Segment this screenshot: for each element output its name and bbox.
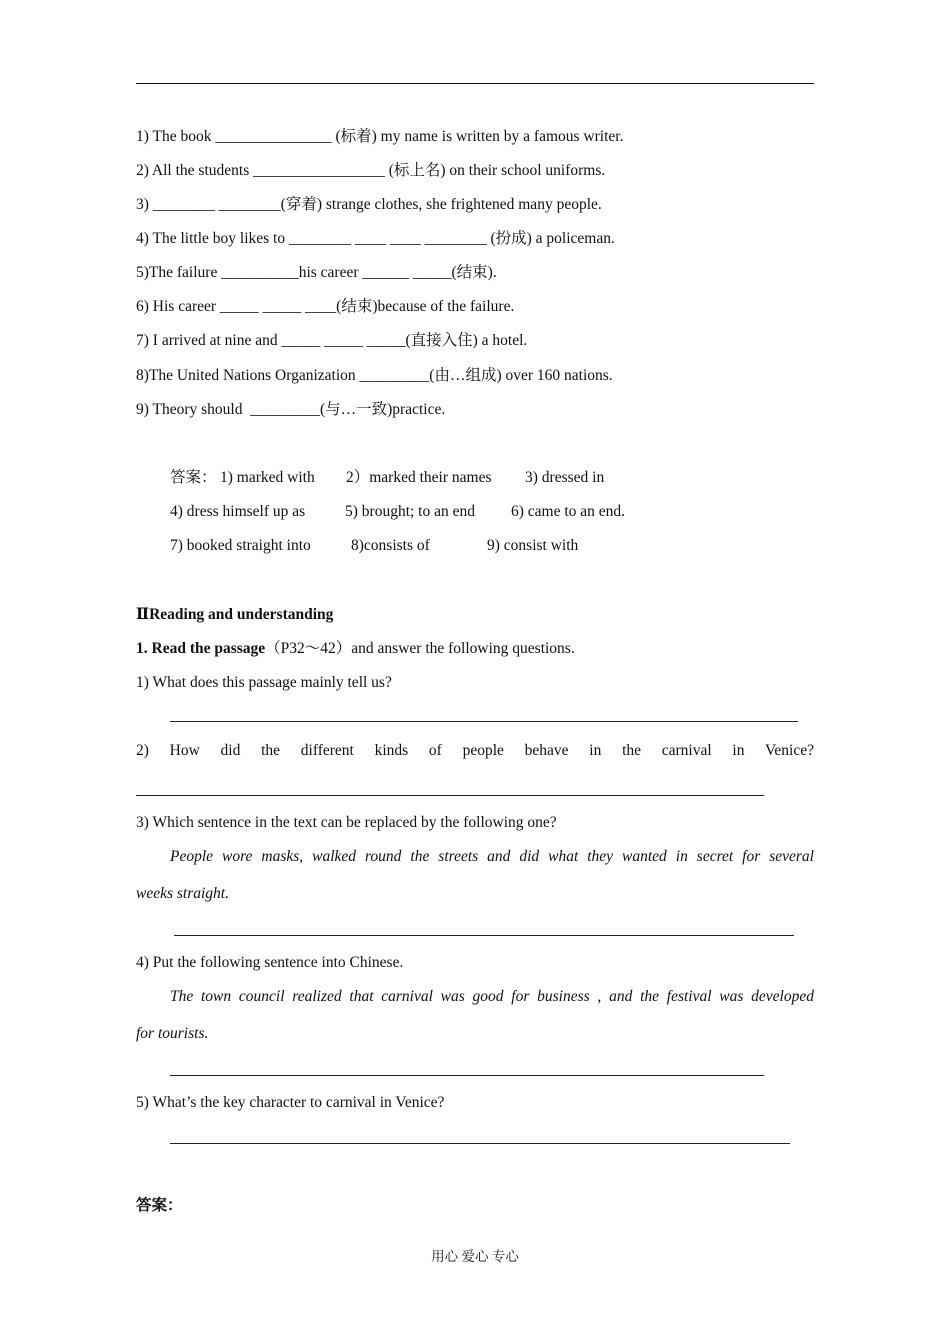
exercise-item-1: 1) The book _______________ (标着) my name is written by a famous writer.	[136, 128, 624, 145]
question-3-quote-line-1: People wore masks, walked round the streets and did what they wanted in secret for several	[170, 848, 814, 865]
answer-line-4[interactable]	[170, 1075, 764, 1076]
header-rule	[136, 83, 814, 84]
answer-8: 8)consists of	[351, 537, 430, 554]
section-heading: ⅡReading and understanding	[136, 606, 334, 623]
answer-5: 5) brought; to an end	[345, 503, 476, 520]
question-4-quote-line-2: for tourists.	[136, 1025, 209, 1042]
question-1: 1) What does this passage mainly tell us?	[136, 674, 392, 691]
exercise-item-4: 4) The little boy likes to ________ ____ ____ ________ (扮成) a policeman.	[136, 230, 615, 247]
exercise-item-3: 3) ________ ________(穿着) strange clothes, she frightened many people.	[136, 196, 602, 213]
question-4: 4) Put the following sentence into Chinese.	[136, 954, 404, 971]
exercise-item-6: 6) His career _____ _____ ____(结束)because of the failure.	[136, 298, 515, 315]
answer-4: 4) dress himself up as	[170, 503, 306, 520]
answer-line-5[interactable]	[170, 1143, 790, 1144]
exercise-item-5: 5)The failure __________his career ______ _____(结束).	[136, 264, 497, 281]
question-2: 2) How did the different kinds of people behave in the carnival in Venice?	[136, 742, 814, 759]
reading-answer-label: 答案：	[136, 1197, 183, 1214]
instruction-bold: 1. Read the passage	[136, 640, 266, 657]
answer-7: 7) booked straight into	[170, 537, 311, 554]
answer-3: 3) dressed in	[525, 469, 605, 486]
exercise-item-7: 7) I arrived at nine and _____ _____ _____(直接入住) a hotel.	[136, 332, 528, 349]
question-5: 5) What’s the key character to carnival in Venice?	[136, 1094, 445, 1111]
answer-line-1[interactable]	[170, 721, 798, 722]
answer-line-3[interactable]	[174, 935, 794, 936]
reading-instruction	[136, 639, 575, 659]
answer-9: 9) consist with	[487, 537, 579, 554]
instruction-rest: （P32～42）and answer the following questions.	[265, 640, 575, 657]
exercise-item-2: 2) All the students _________________ (标上名) on their school uniforms.	[136, 162, 606, 179]
question-4-quote-line-1: The town council realized that carnival was good for business , and the festival was developed	[170, 988, 814, 1005]
page-footer: 用心 爱心 专心	[431, 1249, 519, 1264]
question-3: 3) Which sentence in the text can be replaced by the following one?	[136, 814, 557, 831]
question-3-quote-line-2: weeks straight.	[136, 885, 229, 902]
exercise-item-9: 9) Theory should _________(与…一致)practice.	[136, 401, 446, 418]
answer-6: 6) came to an end.	[511, 503, 626, 520]
exercise-item-8: 8)The United Nations Organization _________(由…组成) over 160 nations.	[136, 367, 613, 384]
answer-1: 1) marked with	[220, 469, 315, 486]
answer-2: 2）marked their names	[346, 469, 492, 486]
answer-line-2[interactable]	[136, 795, 764, 796]
answers-label: 答案：	[170, 469, 217, 486]
